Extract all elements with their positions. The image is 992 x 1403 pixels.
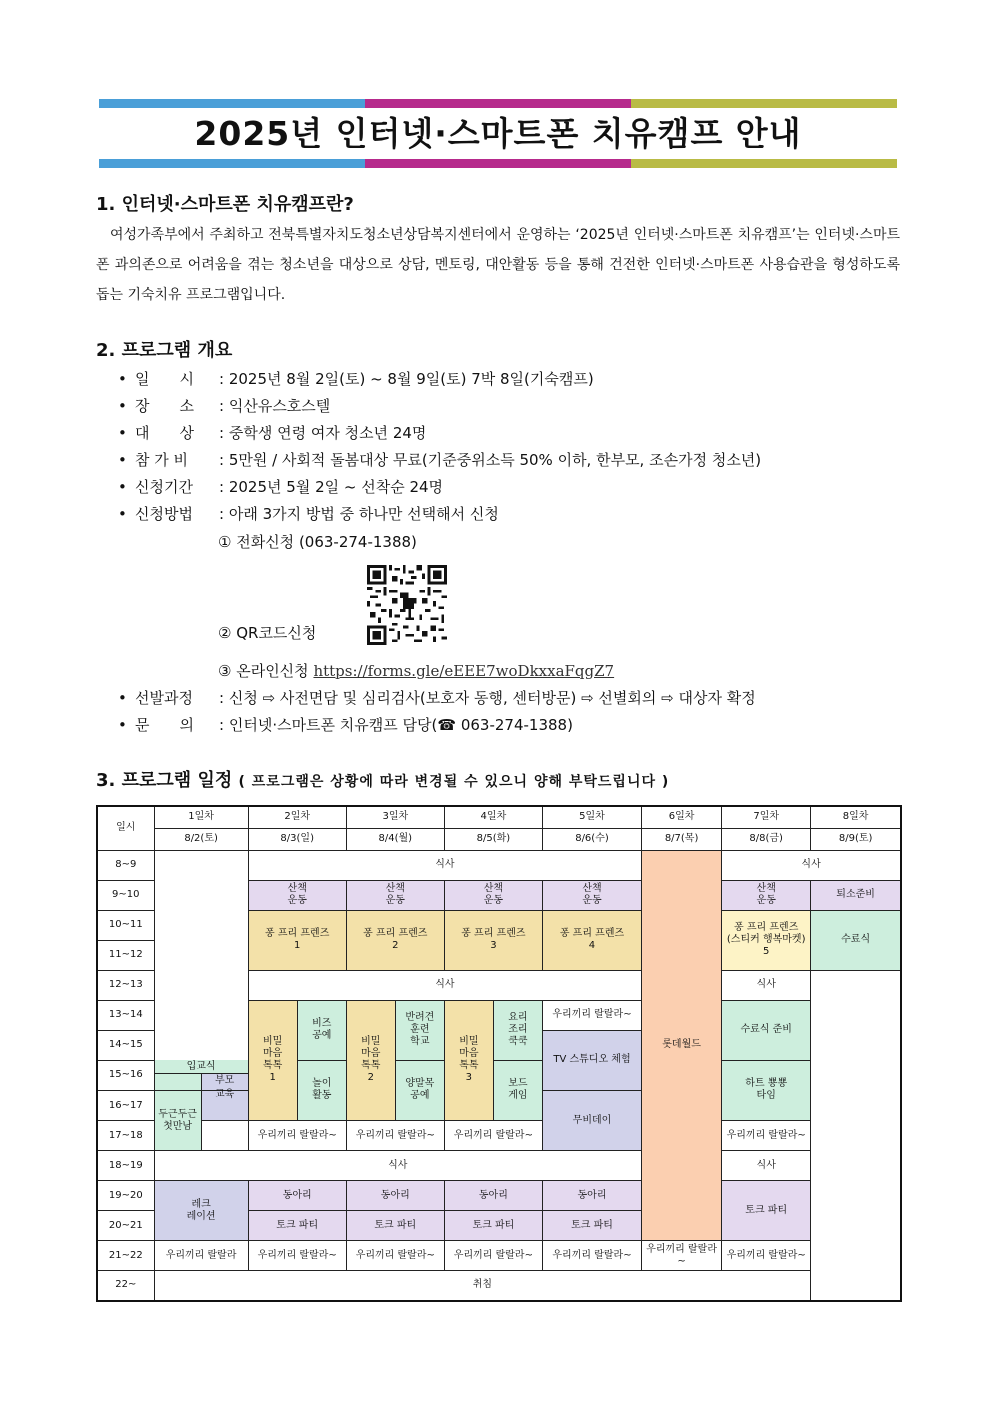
method-qr: ② QR코드신청 bbox=[218, 624, 317, 642]
overview-row-period: • 신청기간 : 2025년 5월 2일 ~ 선착순 24명 bbox=[118, 478, 444, 496]
time-slot: 17~18 bbox=[97, 1121, 154, 1151]
page-title: 2025년 인터넷·스마트폰 치유캠프 안내 bbox=[194, 114, 802, 153]
day8-empty bbox=[811, 970, 901, 1301]
lotteworld-cell: 롯데월드 bbox=[642, 850, 722, 1241]
method-phone: ① 전화신청 (063-274-1388) bbox=[218, 533, 417, 551]
meal-cell: 식사 bbox=[248, 970, 641, 1000]
chat-cell: 우리끼리 랄랄라~ bbox=[642, 1241, 722, 1271]
bar-segment-magenta bbox=[365, 99, 631, 108]
header-date: 8/4(월) bbox=[346, 828, 444, 850]
walk-cell: 산책 운동 bbox=[542, 880, 641, 910]
time-slot: 12~13 bbox=[97, 970, 154, 1000]
section3-heading: 3. 프로그램 일정 ( 프로그램은 상황에 따라 변경될 수 있으니 양해 부탁드립니다 ) bbox=[96, 770, 670, 791]
chat-cell: 우리끼리 랄랄라~ bbox=[444, 1241, 542, 1271]
secret-talk-cell: 비밀 마음 톡톡 1 bbox=[248, 1000, 297, 1121]
qr-code-icon[interactable] bbox=[367, 565, 447, 645]
header-day: 3일차 bbox=[346, 806, 444, 828]
time-slot: 19~20 bbox=[97, 1181, 154, 1211]
header-day: 7일차 bbox=[722, 806, 811, 828]
header-day: 8일차 bbox=[811, 806, 901, 828]
header-date: 8/7(목) bbox=[642, 828, 722, 850]
entry-ceremony-cell: 입교식 부모 교육 bbox=[154, 1060, 248, 1091]
time-slot: 16~17 bbox=[97, 1091, 154, 1121]
bar-segment-blue bbox=[99, 99, 365, 108]
header-day: 6일차 bbox=[642, 806, 722, 828]
section1-body bbox=[96, 220, 900, 310]
chat-cell: 우리끼리 랄랄라~ bbox=[722, 1241, 811, 1271]
talk-party-cell: 토크 파티 bbox=[248, 1211, 346, 1241]
pong-cell: 퐁 프리 프렌즈 (스티커 행복마켓) 5 bbox=[722, 910, 811, 970]
header-date: 8/2(토) bbox=[154, 828, 248, 850]
play-activity-cell: 놀이 활동 bbox=[297, 1060, 346, 1121]
online-form-link[interactable]: https://forms.gle/eEEE7woDkxxaFqgZ7 bbox=[313, 662, 615, 680]
overview-row-target: • 대 상 : 중학생 연령 여자 청소년 24명 bbox=[118, 424, 427, 442]
schedule-table bbox=[96, 805, 902, 1302]
title-bar-bottom bbox=[99, 159, 897, 168]
chat-cell: 우리끼리 랄랄라~ bbox=[542, 1241, 641, 1271]
overview-row-fee: • 참 가 비 : 5만원 / 사회적 돌봄대상 무료(기준중위소득 50% 이하, 한부모, 조손가정 청소년) bbox=[118, 451, 762, 469]
section2-heading: 2. 프로그램 개요 bbox=[96, 340, 233, 361]
walk-cell: 산책 운동 bbox=[722, 880, 811, 910]
overview-row-date: • 일 시 : 2025년 8월 2일(토) ~ 8월 9일(토) 7박 8일(기숙캠프) bbox=[118, 370, 594, 388]
walk-cell: 산책 운동 bbox=[346, 880, 444, 910]
pong-cell: 퐁 프리 프렌즈 1 bbox=[248, 910, 346, 970]
bar-segment-blue bbox=[99, 159, 365, 168]
secret-talk-cell: 비밀 마음 톡톡 2 bbox=[346, 1000, 395, 1121]
time-slot: 14~15 bbox=[97, 1030, 154, 1060]
talk-party-cell: 토크 파티 bbox=[346, 1211, 444, 1241]
header-date: 8/6(수) bbox=[542, 828, 641, 850]
method-online: ③ 온라인신청 https://forms.gle/eEEE7woDkxxaFqgZ7 bbox=[218, 662, 615, 680]
time-slot: 10~11 bbox=[97, 910, 154, 940]
overview-row-place: • 장 소 : 익산유스호스텔 bbox=[118, 397, 331, 415]
closing-prep-cell: 수료식 준비 bbox=[722, 1000, 811, 1060]
meal-cell: 식사 bbox=[722, 970, 811, 1000]
time-slot: 13~14 bbox=[97, 1000, 154, 1030]
club-cell: 동아리 bbox=[346, 1181, 444, 1211]
time-slot: 8~9 bbox=[97, 850, 154, 880]
heart-time-cell: 하트 뿅뿅 타임 bbox=[722, 1060, 811, 1121]
cooking-cell: 요리 조리 쿡쿡 bbox=[493, 1000, 542, 1060]
felt-craft-cell: 양말목 공예 bbox=[395, 1060, 444, 1121]
checkout-prep-cell: 퇴소준비 bbox=[811, 880, 901, 910]
meal-cell: 식사 bbox=[248, 850, 641, 880]
pong-cell: 퐁 프리 프렌즈 4 bbox=[542, 910, 641, 970]
time-slot: 15~16 bbox=[97, 1060, 154, 1091]
title-block bbox=[99, 99, 897, 169]
secret-talk-cell: 비밀 마음 톡톡 3 bbox=[444, 1000, 493, 1121]
time-slot: 22~ bbox=[97, 1271, 154, 1301]
pong-cell: 퐁 프리 프렌즈 2 bbox=[346, 910, 444, 970]
overview-row-selection: • 선발과정 : 신청 ⇨ 사전면담 및 심리검사(보호자 동행, 센터방문) ⇨ 선별회의 ⇨ 대상자 확정 bbox=[118, 689, 756, 707]
meal-cell: 식사 bbox=[154, 1151, 641, 1181]
header-date: 8/3(일) bbox=[248, 828, 346, 850]
movie-day-cell: 무비데이 bbox=[542, 1091, 641, 1151]
walk-cell: 산책 운동 bbox=[444, 880, 542, 910]
header-day: 2일차 bbox=[248, 806, 346, 828]
overview-row-method: • 신청방법 : 아래 3가지 방법 중 하나만 선택해서 신청 bbox=[118, 505, 499, 523]
bar-segment-olive bbox=[631, 159, 897, 168]
chat-cell: 우리끼리 랄랄라~ bbox=[444, 1121, 542, 1151]
schedule-note: ( 프로그램은 상황에 따라 변경될 수 있으니 양해 부탁드립니다 ) bbox=[238, 774, 670, 790]
title-bar-top bbox=[99, 99, 897, 108]
talk-party-cell: 토크 파티 bbox=[542, 1211, 641, 1241]
time-slot: 18~19 bbox=[97, 1151, 154, 1181]
chat-cell: 우리끼리 랄랄라~ bbox=[346, 1121, 444, 1151]
recreation-cell: 레크 레이션 bbox=[154, 1181, 248, 1241]
board-game-cell: 보드 게임 bbox=[493, 1060, 542, 1121]
chat-cell: 우리끼리 랄랄라~ bbox=[722, 1121, 811, 1151]
time-slot: 21~22 bbox=[97, 1241, 154, 1271]
sleep-cell: 취침 bbox=[154, 1271, 811, 1301]
chat-cell: 우리끼리 랄랄라~ bbox=[248, 1121, 346, 1151]
header-day: 1일차 bbox=[154, 806, 248, 828]
bar-segment-olive bbox=[631, 99, 897, 108]
section1-body-text: 여성가족부에서 주최하고 전북특별자치도청소년상담복지센터에서 운영하는 ‘2025년 인터넷·스마트폰 치유캠프’는 인터넷·스마트폰 과의존으로 어려움을 겪는 청소년을 대상으로 상담, 멘토링, 대안활동 등을 통해 건전한 인터넷·스마트폰 사용습관을 형성하도록 돕는 기숙치유 프로그램입니다. bbox=[96, 227, 900, 303]
section1-heading: 1. 인터넷·스마트폰 치유캠프란? bbox=[96, 194, 354, 215]
bead-craft-cell: 비즈 공예 bbox=[297, 1000, 346, 1060]
time-slot: 9~10 bbox=[97, 880, 154, 910]
overview-row-contact: • 문 의 : 인터넷·스마트폰 치유캠프 담당(☎ 063-274-1388) bbox=[118, 716, 573, 734]
dog-school-cell: 반려견 훈련 학교 bbox=[395, 1000, 444, 1060]
chat-cell: 우리끼리 랄랄라~ bbox=[346, 1241, 444, 1271]
meal-cell: 식사 bbox=[722, 850, 901, 880]
header-date: 8/9(토) bbox=[811, 828, 901, 850]
header-corner: 일시 bbox=[97, 806, 154, 850]
chat-cell: 우리끼리 랄랄라~ bbox=[248, 1241, 346, 1271]
bar-segment-magenta bbox=[365, 159, 631, 168]
first-meet-cell: 두근두근 첫만남 bbox=[154, 1091, 201, 1151]
parent-edu-cell: 부모 교육 bbox=[202, 1074, 248, 1090]
chat-cell: 우리끼리 랄랄라 bbox=[154, 1241, 248, 1271]
header-date: 8/5(화) bbox=[444, 828, 542, 850]
walk-cell: 산책 운동 bbox=[248, 880, 346, 910]
closing-cell: 수료식 bbox=[811, 910, 901, 970]
time-slot: 11~12 bbox=[97, 940, 154, 970]
club-cell: 동아리 bbox=[248, 1181, 346, 1211]
talk-party-cell: 토크 파티 bbox=[444, 1211, 542, 1241]
blank-cell bbox=[201, 1121, 248, 1151]
header-day: 4일차 bbox=[444, 806, 542, 828]
club-cell: 동아리 bbox=[444, 1181, 542, 1211]
talk-party-cell: 토크 파티 bbox=[722, 1181, 811, 1241]
header-day: 5일차 bbox=[542, 806, 641, 828]
header-date: 8/8(금) bbox=[722, 828, 811, 850]
time-slot: 20~21 bbox=[97, 1211, 154, 1241]
pong-cell: 퐁 프리 프렌즈 3 bbox=[444, 910, 542, 970]
club-cell: 동아리 bbox=[542, 1181, 641, 1211]
day1-empty bbox=[154, 850, 248, 1060]
meal-cell: 식사 bbox=[722, 1151, 811, 1181]
chat-cell: 우리끼리 랄랄라~ bbox=[542, 1000, 641, 1030]
tv-studio-cell: TV 스튜디오 체험 bbox=[542, 1030, 641, 1091]
